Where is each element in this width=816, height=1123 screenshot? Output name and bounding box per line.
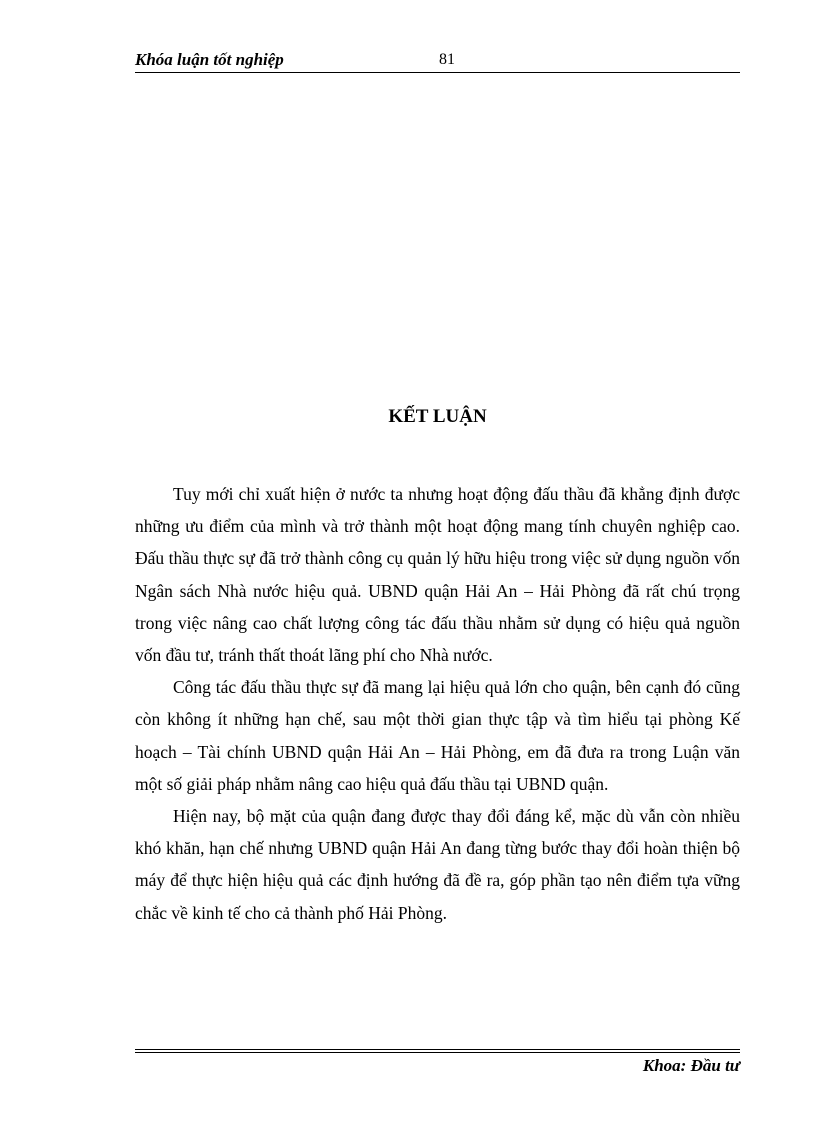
paragraph: Công tác đấu thầu thực sự đã mang lại hiệu quả lớn cho quận, bên cạnh đó cũng còn không ít những hạn chế, sau một thời gian thực tập và tìm hiểu tại phòng Kế hoạch – Tài chính UBND quận Hải An – Hải Phòng, em đã đưa ra trong Luận văn một số giải pháp nhằm nâng cao hiệu quả đấu thầu tại UBND quận. [135,677,740,794]
paragraph: Hiện nay, bộ mặt của quận đang được thay đổi đáng kể, mặc dù vẫn còn nhiều khó khăn, hạn chế nhưng UBND quận Hải An đang từng bước thay đổi hoàn thiện bộ máy để thực hiện hiệu quả các định hướng đã đề ra, góp phần tạo nên điểm tựa vững chắc về kinh tế cho cả thành phố Hải Phòng. [135,806,740,923]
section-heading: KẾT LUẬN [388,406,487,427]
body-text [135,478,740,929]
page-header [135,50,740,73]
page-number: 81 [439,51,455,68]
document-title: Khóa luận tốt nghiệp [135,50,284,69]
footer-rule [135,1049,740,1050]
paragraph: Tuy mới chỉ xuất hiện ở nước ta nhưng hoạt động đấu thầu đã khẳng định được những ưu điểm của mình và trở thành một hoạt động mang tính chuyên nghiệp cao. Đấu thầu thực sự đã trở thành công cụ quản lý hữu hiệu trong việc sử dụng nguồn vốn Ngân sách Nhà nước hiệu quả. UBND quận Hải An – Hải Phòng đã rất chú trọng trong việc nâng cao chất lượng công tác đấu thầu nhằm sử dụng có hiệu quả nguồn vốn đầu tư, tránh thất thoát lãng phí cho Nhà nước. [135,484,740,666]
faculty-label: Khoa: Đầu tư [642,1056,740,1075]
footer-rule [135,1052,740,1053]
